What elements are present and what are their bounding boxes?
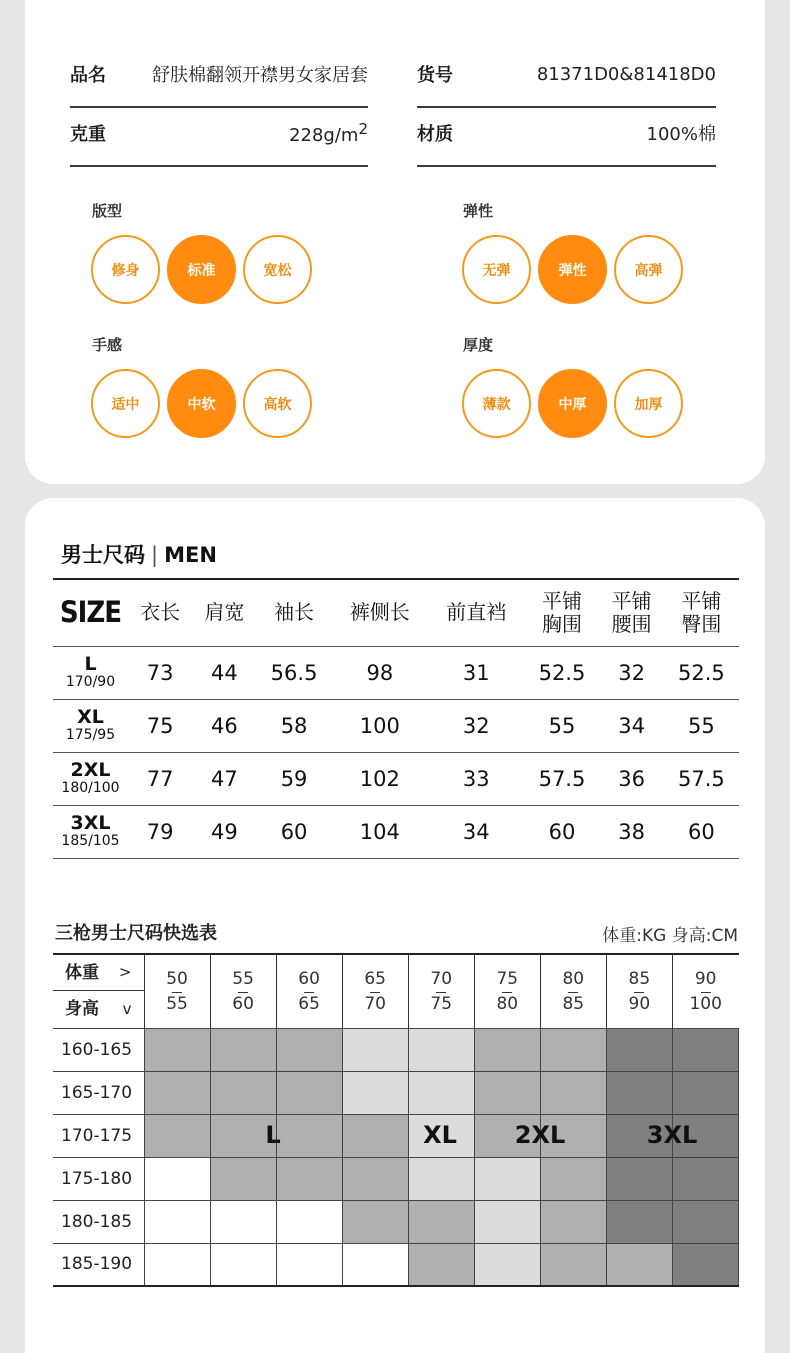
weight-max: 60 — [232, 994, 254, 1015]
size-grid-cell — [474, 1200, 540, 1243]
size-grid-cell — [276, 1114, 342, 1157]
weight-range-header — [144, 954, 210, 1028]
height-range-label: 165-170 — [53, 1071, 144, 1114]
material-value: 100%棉 — [646, 124, 716, 145]
size-grid-cell — [342, 1114, 408, 1157]
info-row-material — [417, 101, 716, 167]
size-grid-cell — [144, 1200, 210, 1243]
table-cell: 38 — [600, 805, 664, 858]
table-cell: 100 — [332, 699, 428, 752]
size-grid-cell — [342, 1200, 408, 1243]
size-grid-cell — [474, 1157, 540, 1200]
size-grid-cell — [540, 1157, 606, 1200]
table-cell: 34 — [600, 699, 664, 752]
size-grid-cell — [408, 1200, 474, 1243]
size-table-header — [53, 579, 739, 646]
info-row-weight — [70, 101, 368, 167]
table-cell: 55 — [664, 699, 739, 752]
size-grid-cell — [210, 1157, 276, 1200]
weight-min: 75 — [496, 969, 519, 990]
corner-weight-label: 体重 — [65, 962, 99, 983]
attr-option[interactable]: 适中 — [91, 369, 160, 438]
size-table-header-cell: 裤侧长 — [332, 579, 428, 646]
size-grid-cell — [210, 1243, 276, 1286]
size-cell — [53, 699, 128, 752]
size-grid-cell — [540, 1200, 606, 1243]
weight-range-header — [606, 954, 672, 1028]
size-grid-cell — [144, 1071, 210, 1114]
size-spec: 170/90 — [65, 674, 116, 691]
table-cell: 60 — [664, 805, 739, 858]
size-table-header-cell: 平铺 胸围 — [524, 579, 599, 646]
size-cell — [53, 646, 128, 699]
table-row — [53, 1114, 739, 1157]
size-grid-cell — [606, 1200, 672, 1243]
range-dash — [238, 992, 248, 993]
size-grid-cell — [606, 1028, 672, 1071]
size-table-header-cell: SIZE — [53, 579, 128, 646]
weight-range-header — [210, 954, 276, 1028]
attr-option[interactable]: 无弹 — [462, 235, 531, 304]
size-grid-cell — [342, 1028, 408, 1071]
attr-option[interactable]: 中软 — [167, 369, 236, 438]
weight-max: 75 — [430, 994, 453, 1015]
table-cell: 57.5 — [664, 752, 739, 805]
weight-min: 55 — [232, 969, 254, 990]
size-label-l: L — [265, 1121, 281, 1149]
table-cell: 77 — [128, 752, 192, 805]
size-grid-cell — [210, 1028, 276, 1071]
table-cell: 52.5 — [664, 646, 739, 699]
quick-chart-title: 三枪男士尺码快选表 — [55, 923, 217, 944]
height-range-label: 185-190 — [53, 1243, 144, 1286]
range-dash — [304, 992, 314, 993]
table-cell: 60 — [257, 805, 332, 858]
attr-option[interactable]: 宽松 — [243, 235, 312, 304]
table-row — [53, 699, 739, 752]
weight-sup: 2 — [358, 120, 368, 138]
size-table-header-cell: 平铺 腰围 — [600, 579, 664, 646]
weight-min: 80 — [562, 969, 585, 990]
weight-max: 85 — [562, 994, 585, 1015]
size-grid-cell — [672, 1243, 738, 1286]
size-grid-cell — [606, 1243, 672, 1286]
range-dash — [701, 992, 711, 993]
quick-chart-corner — [53, 954, 144, 1028]
quick-chart-table — [53, 953, 739, 1287]
size-table-header-cell: 平铺 臀围 — [664, 579, 739, 646]
size-table-header-cell: 衣长 — [128, 579, 192, 646]
attr-options-elasticity — [462, 235, 683, 304]
size-grid-cell — [210, 1200, 276, 1243]
attr-option[interactable]: 中厚 — [538, 369, 607, 438]
table-cell: 73 — [128, 646, 192, 699]
table-cell: 52.5 — [524, 646, 599, 699]
weight-max: 70 — [364, 994, 386, 1015]
size-grid-cell — [276, 1071, 342, 1114]
weight-label: 克重 — [70, 124, 106, 145]
table-row — [53, 646, 739, 699]
table-cell: 31 — [428, 646, 524, 699]
size-grid-cell — [276, 1243, 342, 1286]
weight-max: 100 — [689, 994, 722, 1015]
size-grid-cell — [408, 1071, 474, 1114]
table-cell: 33 — [428, 752, 524, 805]
table-cell: 75 — [128, 699, 192, 752]
table-cell: 49 — [192, 805, 256, 858]
table-cell: 47 — [192, 752, 256, 805]
men-size-title-en: MEN — [164, 543, 217, 567]
size-grid-cell — [606, 1157, 672, 1200]
name-label: 品名 — [70, 65, 106, 86]
size-label-xl: XL — [423, 1121, 457, 1149]
attr-option[interactable]: 标准 — [167, 235, 236, 304]
table-cell: 98 — [332, 646, 428, 699]
weight-min: 65 — [364, 969, 386, 990]
size-name: XL — [77, 706, 104, 729]
size-card — [25, 498, 765, 1353]
table-cell: 44 — [192, 646, 256, 699]
weight-range-header — [672, 954, 738, 1028]
size-grid-cell — [276, 1157, 342, 1200]
size-table-header-cell: 肩宽 — [192, 579, 256, 646]
table-row — [53, 1243, 739, 1286]
men-size-table — [53, 578, 739, 859]
height-range-label: 160-165 — [53, 1028, 144, 1071]
weight-min: 50 — [166, 969, 188, 990]
table-cell: 57.5 — [524, 752, 599, 805]
table-row — [53, 1071, 739, 1114]
weight-value: $228g/m^2$ — [289, 120, 368, 146]
attr-title-feel: 手感 — [92, 336, 123, 354]
range-dash — [568, 992, 578, 993]
attr-title-fit: 版型 — [92, 202, 123, 220]
table-row — [53, 1028, 739, 1071]
size-grid-cell — [672, 1200, 738, 1243]
weight-max: 65 — [298, 994, 320, 1015]
table-cell: 60 — [524, 805, 599, 858]
weight-range-header — [342, 954, 408, 1028]
table-cell: 55 — [524, 699, 599, 752]
weight-max: 90 — [628, 994, 651, 1015]
size-grid-cell — [210, 1071, 276, 1114]
product-info-card — [25, 0, 765, 484]
weight-min: 60 — [298, 969, 320, 990]
size-label-3xl: 3XL — [646, 1121, 698, 1149]
attr-title-elasticity: 弹性 — [463, 202, 494, 220]
size-table-header-cell: 袖长 — [257, 579, 332, 646]
code-value: 81371D0&81418D0 — [536, 63, 716, 85]
table-row — [53, 752, 739, 805]
size-grid-cell — [672, 1028, 738, 1071]
size-grid-cell — [144, 1028, 210, 1071]
code-label: 货号 — [417, 65, 453, 86]
size-grid-cell — [606, 1071, 672, 1114]
size-grid-cell — [342, 1071, 408, 1114]
weight-min: 90 — [694, 969, 717, 990]
weight-range-header — [408, 954, 474, 1028]
info-row-code — [417, 42, 716, 108]
table-cell: 32 — [428, 699, 524, 752]
weight-max: 80 — [496, 994, 519, 1015]
name-value: 舒肤棉翻领开襟男女家居套 — [152, 65, 368, 86]
size-grid-cell — [144, 1157, 210, 1200]
table-cell: 32 — [600, 646, 664, 699]
weight-range-header — [474, 954, 540, 1028]
size-spec: 180/100 — [61, 780, 120, 797]
size-grid-cell — [144, 1114, 210, 1157]
size-grid-cell — [540, 1243, 606, 1286]
size-grid-cell — [672, 1157, 738, 1200]
table-cell: 79 — [128, 805, 192, 858]
size-grid-cell — [408, 1243, 474, 1286]
range-dash — [502, 992, 512, 993]
weight-min: 70 — [430, 969, 453, 990]
table-cell: 36 — [600, 752, 664, 805]
attr-option[interactable]: 加厚 — [614, 369, 683, 438]
height-range-label: 170-175 — [53, 1114, 144, 1157]
attr-option[interactable]: 高软 — [243, 369, 312, 438]
table-cell: 58 — [257, 699, 332, 752]
weight-min: 85 — [628, 969, 651, 990]
size-name: L — [84, 653, 97, 676]
corner-height-symbol: v — [122, 999, 132, 1018]
size-cell — [53, 752, 128, 805]
size-cell — [53, 805, 128, 858]
weight-max: 55 — [166, 994, 188, 1015]
size-grid-cell — [540, 1071, 606, 1114]
size-grid-cell — [474, 1243, 540, 1286]
size-grid-cell — [672, 1071, 738, 1114]
attr-option[interactable]: 弹性 — [538, 235, 607, 304]
attr-options-fit — [91, 235, 312, 304]
range-dash — [172, 992, 182, 993]
range-dash — [436, 992, 446, 993]
corner-height-label: 身高 — [65, 999, 99, 1020]
height-range-label: 175-180 — [53, 1157, 144, 1200]
corner-weight-symbol: > — [118, 963, 132, 981]
table-cell: 46 — [192, 699, 256, 752]
height-range-label: 180-185 — [53, 1200, 144, 1243]
size-grid-cell — [342, 1157, 408, 1200]
size-grid-cell — [474, 1028, 540, 1071]
weight-range-header — [540, 954, 606, 1028]
table-cell: 102 — [332, 752, 428, 805]
table-cell: 56.5 — [257, 646, 332, 699]
attr-title-thickness: 厚度 — [463, 336, 494, 354]
info-row-name — [70, 42, 368, 108]
material-label: 材质 — [417, 124, 453, 145]
size-name: 3XL — [70, 812, 111, 835]
table-row — [53, 1157, 739, 1200]
size-spec: 185/105 — [61, 833, 120, 850]
size-label-2xl: 2XL — [514, 1121, 566, 1149]
attr-option[interactable]: 高弹 — [614, 235, 683, 304]
table-row — [53, 805, 739, 858]
size-grid-cell — [276, 1028, 342, 1071]
size-name: 2XL — [70, 759, 111, 782]
size-grid-cell — [408, 1028, 474, 1071]
table-row — [53, 1200, 739, 1243]
attr-option[interactable]: 薄款 — [462, 369, 531, 438]
table-cell: 59 — [257, 752, 332, 805]
size-grid-cell — [276, 1200, 342, 1243]
attr-options-feel — [91, 369, 312, 438]
table-cell: 34 — [428, 805, 524, 858]
size-grid-cell — [144, 1243, 210, 1286]
men-size-title: 男士尺码 | MEN — [61, 543, 217, 567]
attr-options-thickness — [462, 369, 683, 438]
size-spec: 175/95 — [65, 727, 116, 744]
table-cell: 104 — [332, 805, 428, 858]
attr-option[interactable]: 修身 — [91, 235, 160, 304]
size-grid-cell — [408, 1157, 474, 1200]
size-grid-cell — [342, 1243, 408, 1286]
range-dash — [634, 992, 644, 993]
quick-chart-unit: 体重:KG 身高:CM — [602, 926, 738, 946]
range-dash — [370, 992, 380, 993]
size-grid-cell — [474, 1071, 540, 1114]
size-table-header-cell: 前直裆 — [428, 579, 524, 646]
size-grid-cell — [540, 1028, 606, 1071]
weight-range-header — [276, 954, 342, 1028]
